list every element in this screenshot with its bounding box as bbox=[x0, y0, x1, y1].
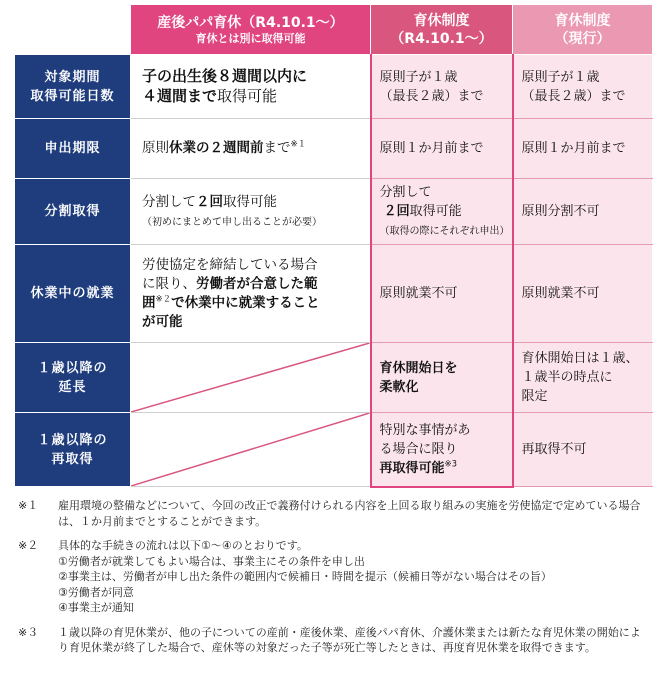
cell-text-bold: 育休開始日を bbox=[379, 360, 458, 376]
cell-text: 限定 bbox=[521, 389, 548, 404]
cell-text: 原則 bbox=[142, 140, 169, 156]
cell-papa-reacquire-na bbox=[131, 413, 371, 487]
cell-text-bold: ２回 bbox=[383, 204, 410, 219]
cell-small-text: （初めにまとめて申し出ることが必要） bbox=[142, 216, 322, 228]
footnote-step: ③労働者が同意 bbox=[58, 585, 134, 599]
footnote-step: ②事業主は、労働者が申し出た条件の範囲内で候補日・時間を提示（候補日等がない場合はその旨） bbox=[58, 570, 552, 583]
cell-text-bold: ４週間まで bbox=[142, 86, 218, 105]
cell-new-period bbox=[371, 55, 513, 119]
header-new-title: 育休制度 bbox=[413, 12, 470, 29]
row-label-line: １歳以降の bbox=[37, 432, 108, 448]
row-label-split: 分割取得 bbox=[15, 179, 131, 245]
footnote-text: 雇用環境の整備などについて、今回の改正で義務付けられる内容を上回る取り組みの実施を労使協定で定めている場合は、１か月前までとすることができます。 bbox=[58, 499, 641, 528]
header-current-ikukyu bbox=[513, 5, 653, 55]
cell-text: に限り、 bbox=[142, 275, 196, 292]
row-label-reacquire bbox=[15, 413, 131, 487]
header-current-title: 育休制度 bbox=[554, 12, 611, 29]
cell-text: 分割して bbox=[142, 193, 196, 210]
footnote-step: ④事業主が通知 bbox=[58, 601, 134, 614]
row-label-work: 休業中の就業 bbox=[15, 245, 131, 343]
footnote-1 bbox=[18, 498, 648, 529]
cell-text-bold: ２回 bbox=[196, 193, 223, 210]
cell-text: 育休開始日は１歳、 bbox=[521, 351, 639, 366]
cell-papa-split bbox=[131, 179, 371, 245]
cell-current-split: 原則分割不可 bbox=[513, 179, 653, 245]
cell-new-deadline: 原則１か月前まで bbox=[371, 119, 513, 179]
footnote-ref: ※１ bbox=[290, 139, 307, 150]
cell-text: １歳半の時点に bbox=[521, 370, 613, 385]
header-row bbox=[15, 5, 653, 55]
table-row bbox=[15, 245, 653, 343]
cell-text: 取得可能 bbox=[409, 204, 462, 219]
cell-small-text: （取得の際にそれぞれ申出） bbox=[379, 226, 510, 237]
cell-new-reacquire bbox=[371, 413, 513, 487]
cell-text: 分割して bbox=[379, 185, 432, 200]
row-label-line: １歳以降の bbox=[37, 360, 108, 376]
header-new-sub: （R4.10.1～） bbox=[390, 30, 493, 47]
comparison-table bbox=[14, 4, 653, 488]
cell-papa-period bbox=[131, 55, 371, 119]
footnote-step: ①労働者が就業してもよい場合は、事業主にその条件を申し出 bbox=[58, 554, 365, 568]
footnote-ref: ※２ bbox=[155, 294, 172, 304]
footnote-2 bbox=[18, 538, 648, 616]
cell-new-work: 原則就業不可 bbox=[371, 245, 513, 343]
cell-text: 原則子が１歳 bbox=[379, 69, 458, 85]
cell-current-extension bbox=[513, 343, 653, 413]
header-blank bbox=[15, 5, 131, 55]
header-papa-ikukyu bbox=[131, 5, 371, 55]
footnote-mark: ※１ bbox=[18, 499, 39, 512]
cell-text-bold: 休業の２週間前 bbox=[169, 140, 264, 156]
cell-text-bold: 囲 bbox=[142, 294, 156, 311]
cell-text: 取得可能 bbox=[217, 86, 278, 105]
cell-text-bold: が可能 bbox=[142, 313, 183, 330]
cell-papa-extension-na bbox=[131, 343, 371, 413]
cell-papa-work bbox=[131, 245, 371, 343]
cell-current-work: 原則就業不可 bbox=[513, 245, 653, 343]
cell-text: 取得可能 bbox=[223, 193, 277, 210]
cell-papa-deadline bbox=[131, 119, 371, 179]
row-label-line: 再取得 bbox=[51, 451, 94, 467]
header-current-sub: （現行） bbox=[554, 30, 611, 47]
footnote-text: １歳以降の育児休業が、他の子についての産前・産後休業、産後パパ育休、介護休業または新たな育児休業の開始により育児休業が終了した場合で、産休等の対象だった子等が死亡等したときは、再度育児休業を取得できます。 bbox=[58, 625, 641, 654]
table-row bbox=[15, 179, 653, 245]
footnote-text: 具体的な手続きの流れは以下①～④のとおりです。 bbox=[58, 539, 308, 552]
cell-new-extension bbox=[371, 343, 513, 413]
cell-text: まで bbox=[263, 140, 291, 156]
row-label-deadline: 申出期限 bbox=[15, 119, 131, 179]
footnotes bbox=[18, 498, 648, 665]
footnote-ref: ※3 bbox=[444, 459, 458, 470]
cell-text: （最長２歳）まで bbox=[521, 88, 626, 104]
table-row bbox=[15, 55, 653, 119]
table-row bbox=[15, 119, 653, 179]
cell-text: 原則子が１歳 bbox=[521, 69, 600, 85]
row-label-line: 延長 bbox=[58, 379, 87, 395]
row-label-line: 取得可能日数 bbox=[30, 88, 115, 104]
cell-text-bold: 再取得可能 bbox=[379, 460, 445, 476]
cell-text-bold: 柔軟化 bbox=[379, 379, 419, 395]
header-papa-sub: 育休とは別に取得可能 bbox=[195, 31, 306, 45]
table-row bbox=[15, 413, 653, 487]
header-papa-title: 産後パパ育休（R4.10.1～） bbox=[157, 14, 344, 31]
row-label-extension bbox=[15, 343, 131, 413]
cell-text: 労使協定を締結している場合 bbox=[142, 256, 318, 273]
diagonal-line bbox=[131, 413, 370, 486]
cell-text: る場合に限り bbox=[379, 441, 458, 457]
cell-new-split bbox=[371, 179, 513, 245]
cell-text-bold: 子の出生後８週間以内に bbox=[142, 66, 308, 85]
footnote-mark: ※３ bbox=[18, 625, 39, 639]
cell-text-bold: で休業中に就業すること bbox=[171, 294, 320, 311]
cell-text: 特別な事情があ bbox=[379, 422, 471, 438]
cell-text-bold: 労働者が合意した範 bbox=[196, 275, 318, 292]
footnote-mark: ※２ bbox=[18, 539, 39, 552]
header-new-ikukyu bbox=[371, 5, 513, 55]
diagonal-line bbox=[131, 343, 370, 412]
table-row bbox=[15, 343, 653, 413]
cell-current-deadline: 原則１か月前まで bbox=[513, 119, 653, 179]
footnote-3 bbox=[18, 625, 648, 656]
cell-current-reacquire: 再取得不可 bbox=[513, 413, 653, 487]
row-label-period bbox=[15, 55, 131, 119]
cell-text: （最長２歳）まで bbox=[379, 88, 484, 104]
footnote-body bbox=[58, 538, 648, 616]
row-label-line: 対象期間 bbox=[44, 69, 101, 85]
cell-current-period bbox=[513, 55, 653, 119]
